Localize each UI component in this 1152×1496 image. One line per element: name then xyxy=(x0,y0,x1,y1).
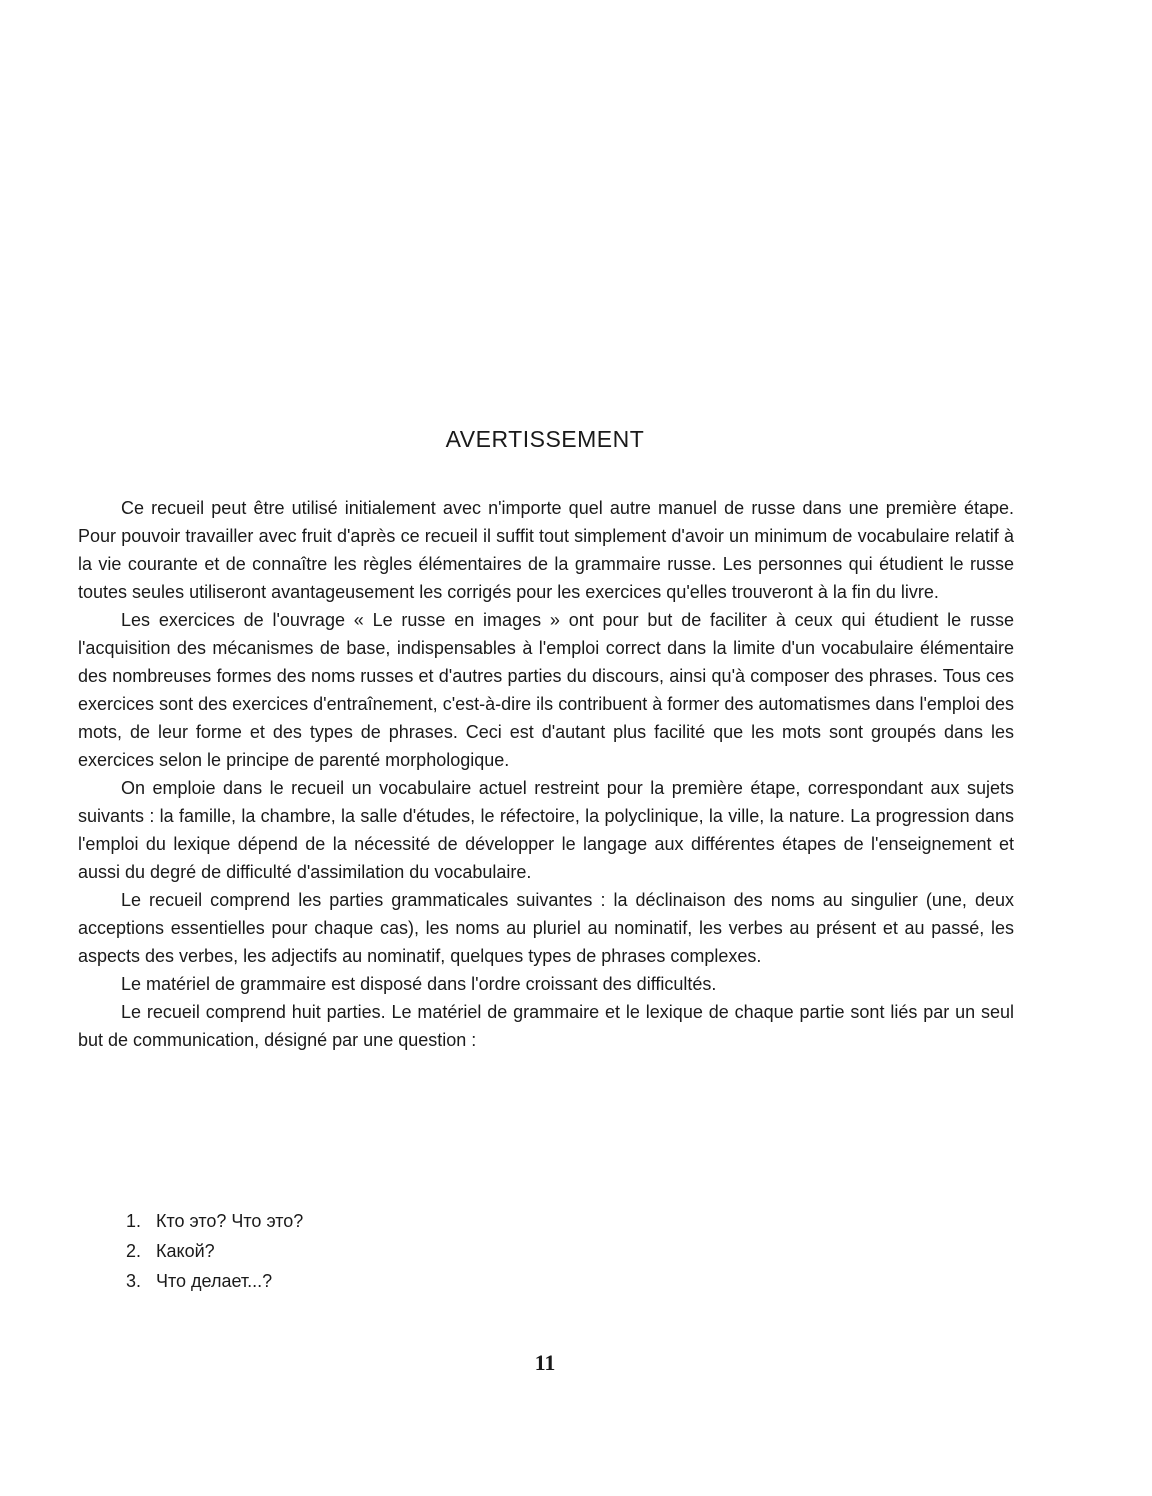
list-item-number: 3. xyxy=(126,1271,142,1291)
list-item-number: 1. xyxy=(126,1211,142,1231)
paragraph: Le recueil comprend les parties grammaticales suivantes : la déclinaison des noms au singulier (une, deux acceptions essentielles pour chaque cas), les noms au pluriel au nominatif, les verbes au présent et au passé, les aspects des verbes, les adjectifs au nominatif, quelques types de phrases complexes. xyxy=(78,890,1014,966)
paragraph: On emploie dans le recueil un vocabulaire actuel restreint pour la première étape, correspondant aux sujets suivants : la famille, la chambre, la salle d'études, le réfectoire, la polyclinique, la ville, la nature. La progression dans l'emploi du lexique dépend de la nécessité de développer le langage aux différentes étapes de l'enseignement et aussi du degré de difficulté d'assimilation du vocabulaire. xyxy=(78,778,1014,882)
list-item-number: 2. xyxy=(126,1241,142,1261)
paragraph: Les exercices de l'ouvrage « Le russe en images » ont pour but de faciliter à ceux qui étudient le russe l'acquisition des mécanismes de base, indispensables à l'emploi correct dans la limite d'un vocabulaire élémentaire des nombreuses formes des noms russes et d'autres parties du discours, ainsi qu'à composer des phrases. Tous ces exercices sont des exercices d'entraînement, c'est-à-dire ils contribuent à former des automatismes dans l'emploi des mots, de leur forme et des types de phrases. Ceci est d'autant plus facilité que les mots sont groupés dans les exercices selon le principe de parenté morphologique. xyxy=(78,610,1014,770)
paragraph: Ce recueil peut être utilisé initialement avec n'importe quel autre manuel de russe dans une première étape. Pour pouvoir travailler avec fruit d'après ce recueil il suffit tout simplement d'avoir un minimum de vocabulaire relatif à la vie courante et de connaître les règles élémentaires de la grammaire russe. Les personnes qui étudient le russe toutes seules utiliseront avantageusement les corrigés pour les exercices qu'elles trouveront à la fin du livre. xyxy=(78,498,1014,602)
list-item-text: Какой? xyxy=(156,1241,215,1261)
paragraph: Le matériel de grammaire est disposé dans l'ordre croissant des difficultés. xyxy=(121,974,717,994)
body-text xyxy=(78,494,1014,1054)
list-item-text: Что делает...? xyxy=(156,1271,273,1291)
page-number: 11 xyxy=(534,1350,556,1375)
list-item-text: Кто это? Что это? xyxy=(156,1211,304,1231)
question-list xyxy=(126,1206,303,1296)
page-title: AVERTISSEMENT xyxy=(445,426,645,452)
list-item xyxy=(126,1236,303,1266)
list-item xyxy=(126,1206,303,1236)
paragraph: Le recueil comprend huit parties. Le matériel de grammaire et le lexique de chaque partie sont liés par un seul but de communication, désigné par une question : xyxy=(78,1002,1014,1050)
list-item xyxy=(126,1266,303,1296)
